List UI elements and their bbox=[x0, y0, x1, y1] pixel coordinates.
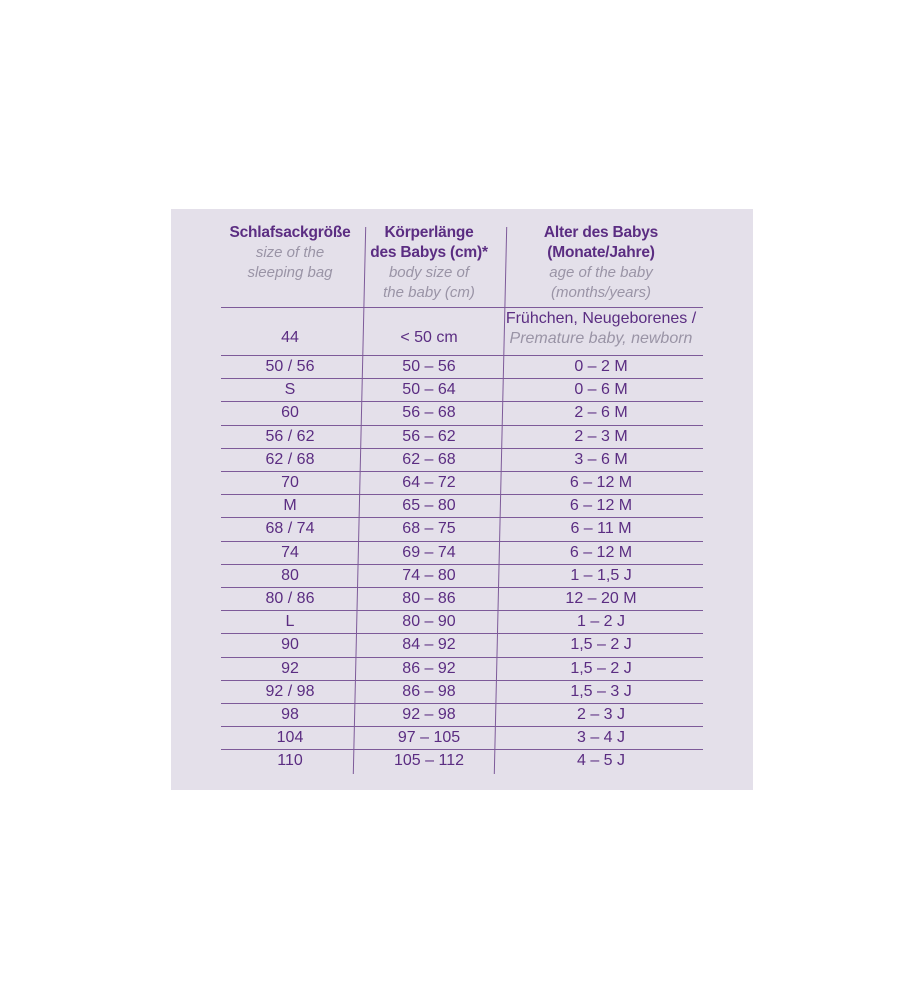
row-divider bbox=[221, 680, 703, 681]
row-divider bbox=[221, 587, 703, 588]
cell-age-en: Premature baby, newborn bbox=[509, 330, 693, 347]
table-row bbox=[221, 610, 703, 633]
header-col2-de1: Körperlänge bbox=[384, 224, 474, 241]
row-divider bbox=[221, 471, 703, 472]
cell-age: 12 – 20 M bbox=[565, 590, 637, 607]
header-baby-age bbox=[499, 223, 703, 303]
cell-size: 56 / 62 bbox=[265, 427, 315, 445]
cell-age: 0 – 2 M bbox=[574, 358, 628, 375]
cell-size: 80 bbox=[281, 566, 299, 584]
cell-size: 60 bbox=[281, 404, 299, 422]
cell-body-length: 69 – 74 bbox=[402, 543, 456, 561]
row-divider bbox=[221, 610, 703, 611]
cell-age: 3 – 6 M bbox=[574, 450, 628, 468]
cell-size: 92 / 98 bbox=[265, 682, 315, 700]
row-divider bbox=[221, 307, 703, 308]
cell-age: 6 – 11 M bbox=[570, 520, 632, 538]
cell-body-length: 68 – 75 bbox=[402, 520, 456, 538]
cell-size: M bbox=[283, 497, 297, 515]
cell-body-length: 56 – 68 bbox=[402, 404, 456, 422]
cell-age: 1 – 1,5 J bbox=[570, 566, 632, 584]
cell-size: S bbox=[284, 381, 296, 399]
cell-body-length: 84 – 92 bbox=[402, 636, 456, 654]
header-col3-de1: Alter des Babys bbox=[543, 224, 659, 241]
table-row bbox=[221, 471, 703, 494]
cell-body-length: 105 – 112 bbox=[394, 752, 464, 770]
cell-body-length: 64 – 72 bbox=[402, 474, 456, 491]
table-row bbox=[221, 517, 703, 540]
header-col2-en2: the baby (cm) bbox=[383, 284, 475, 301]
row-divider bbox=[221, 633, 703, 634]
cell-age: 1,5 – 2 J bbox=[570, 659, 632, 677]
table-header bbox=[221, 209, 703, 307]
cell-body-length: 92 – 98 bbox=[402, 706, 456, 723]
table-row bbox=[221, 448, 703, 471]
cell-age: 1 – 2 J bbox=[576, 613, 626, 631]
table-row-first bbox=[221, 307, 703, 355]
table-row bbox=[221, 425, 703, 448]
cell-body-length: 50 – 56 bbox=[402, 358, 456, 375]
table-row bbox=[221, 494, 703, 517]
row-divider bbox=[221, 726, 703, 727]
cell-age: 4 – 5 J bbox=[576, 752, 626, 770]
cell-body-length: 97 – 105 bbox=[397, 729, 461, 747]
cell-size: 74 bbox=[281, 543, 299, 561]
row-divider bbox=[221, 749, 703, 750]
cell-size: 104 bbox=[276, 729, 304, 747]
cell-body-length: 86 – 98 bbox=[402, 682, 456, 700]
cell-age: 1,5 – 2 J bbox=[570, 636, 632, 654]
cell-age: 3 – 4 J bbox=[576, 729, 626, 747]
table-row bbox=[221, 680, 703, 703]
row-divider bbox=[221, 494, 703, 495]
table-row bbox=[221, 657, 703, 680]
cell-body-length: < 50 cm bbox=[400, 329, 458, 346]
table-row bbox=[221, 401, 703, 424]
table-row bbox=[221, 703, 703, 726]
header-col3-en1: age of the baby bbox=[549, 264, 653, 281]
cell-age: 2 – 3 M bbox=[574, 427, 628, 445]
cell-age bbox=[499, 309, 703, 349]
cell-size: 98 bbox=[281, 706, 299, 723]
cell-age: 0 – 6 M bbox=[574, 381, 628, 399]
row-divider bbox=[221, 355, 703, 356]
header-col1-en2: sleeping bag bbox=[247, 264, 333, 281]
row-divider bbox=[221, 564, 703, 565]
cell-size: 70 bbox=[281, 474, 299, 491]
cell-body-length: 74 – 80 bbox=[402, 566, 456, 584]
table-row bbox=[221, 749, 703, 772]
cell-age: 2 – 3 J bbox=[576, 706, 626, 723]
cell-body-length: 65 – 80 bbox=[402, 497, 456, 515]
cell-size: 44 bbox=[281, 329, 299, 346]
cell-size: 90 bbox=[281, 636, 299, 654]
header-sleeping-bag-size bbox=[221, 223, 359, 283]
cell-size: 68 / 74 bbox=[265, 520, 315, 538]
row-divider bbox=[221, 517, 703, 518]
header-col1-en1: size of the bbox=[255, 244, 325, 261]
cell-age: 6 – 12 M bbox=[569, 543, 633, 561]
cell-age: 1,5 – 3 J bbox=[570, 682, 632, 700]
header-col1-de: Schlafsackgröße bbox=[229, 224, 351, 241]
table-row bbox=[221, 564, 703, 587]
row-divider bbox=[221, 448, 703, 449]
table-row bbox=[221, 726, 703, 749]
table-row bbox=[221, 355, 703, 378]
cell-age: 6 – 12 M bbox=[569, 474, 633, 491]
row-divider bbox=[221, 378, 703, 379]
header-body-length bbox=[359, 223, 499, 303]
cell-body-length: 86 – 92 bbox=[402, 659, 456, 677]
cell-body-length: 80 – 90 bbox=[402, 613, 456, 631]
cell-size: 50 / 56 bbox=[265, 358, 315, 375]
cell-size: L bbox=[285, 613, 295, 631]
row-divider bbox=[221, 401, 703, 402]
cell-size: 62 / 68 bbox=[265, 450, 315, 468]
row-divider bbox=[221, 425, 703, 426]
table-row bbox=[221, 541, 703, 564]
header-col3-de2: (Monate/Jahre) bbox=[547, 244, 655, 261]
cell-age: 6 – 12 M bbox=[569, 497, 633, 515]
header-col2-de2: des Babys (cm)* bbox=[370, 244, 488, 261]
header-col2-en1: body size of bbox=[388, 264, 470, 281]
cell-age: 2 – 6 M bbox=[574, 404, 628, 422]
size-chart-panel bbox=[171, 209, 753, 790]
cell-body-length: 50 – 64 bbox=[402, 381, 456, 399]
cell-body-length: 62 – 68 bbox=[402, 450, 456, 468]
row-divider bbox=[221, 657, 703, 658]
cell-size: 92 bbox=[281, 659, 299, 677]
cell-size: 80 / 86 bbox=[265, 590, 315, 607]
table-row bbox=[221, 587, 703, 610]
cell-size: 110 bbox=[277, 752, 303, 770]
cell-body-length: 80 – 86 bbox=[402, 590, 456, 607]
header-col3-en2: (months/years) bbox=[550, 284, 652, 301]
table-row bbox=[221, 633, 703, 656]
cell-body-length: 56 – 62 bbox=[402, 427, 456, 445]
row-divider bbox=[221, 541, 703, 542]
table-row bbox=[221, 378, 703, 401]
row-divider bbox=[221, 703, 703, 704]
cell-age-de: Frühchen, Neugeborenes / bbox=[505, 310, 697, 327]
